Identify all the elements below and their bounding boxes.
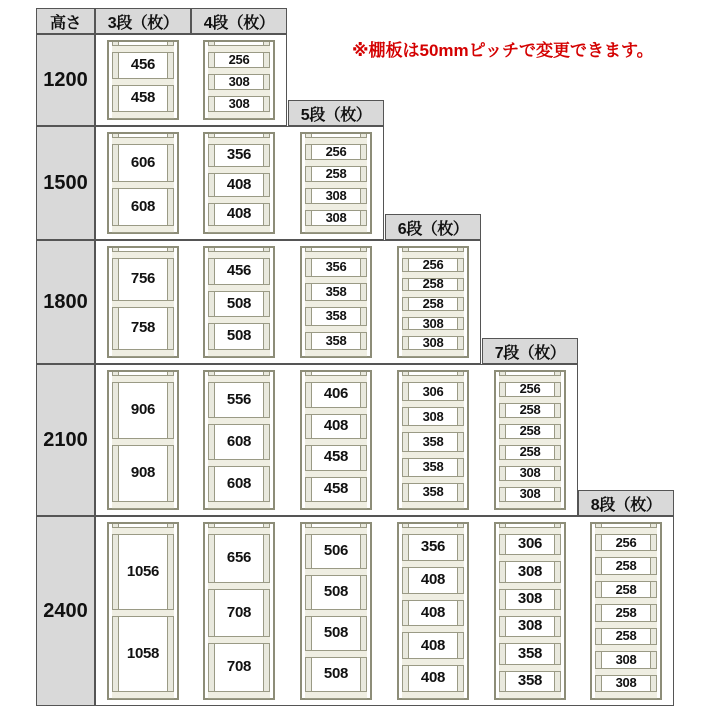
- shelf-gap-label: 508: [226, 294, 252, 312]
- shelf-board: [112, 251, 174, 259]
- shelf-unit-1800-6dan: [397, 246, 469, 358]
- shelf-gap-label: 358: [325, 308, 347, 324]
- shelf-board: [305, 501, 367, 509]
- shelf-gap-label: 308: [519, 486, 541, 502]
- shelf-board: [208, 284, 270, 292]
- shelf-board: [402, 476, 464, 484]
- shelf-gap-label: 508: [323, 624, 349, 642]
- shelf-board: [305, 568, 367, 576]
- shelf-board: [499, 554, 561, 562]
- shelf-gap-label: 258: [519, 444, 541, 460]
- shelf-gap-label: 306: [422, 383, 444, 399]
- shelf-gap-label: 508: [226, 327, 252, 345]
- shelf-gap-label: 256: [615, 534, 637, 550]
- shelf-unit-2400-4dan: [203, 522, 275, 700]
- shelf-board: [402, 527, 464, 535]
- shelf-gap-label: 308: [422, 335, 444, 351]
- shelf-board: [208, 691, 270, 699]
- shelf-unit-2400-8dan: [590, 522, 662, 700]
- shelf-gap-label: 306: [517, 535, 543, 553]
- shelf-gap-label: 708: [226, 603, 252, 621]
- shelf-gap-label: 256: [228, 51, 250, 67]
- shelf-gap-label: 458: [323, 448, 349, 466]
- shelf-board: [402, 349, 464, 357]
- shelf-board: [305, 527, 367, 535]
- header-cell-col8: 8段（枚）: [578, 490, 674, 516]
- shelf-gap-label: 1058: [126, 644, 160, 662]
- shelf-gap-label: 908: [130, 464, 156, 482]
- shelf-board: [305, 609, 367, 617]
- shelf-unit-2100-6dan: [397, 370, 469, 510]
- shelf-gap-label: 408: [226, 205, 252, 223]
- shelf-gap-label: 308: [517, 617, 543, 635]
- shelf-board: [305, 251, 367, 259]
- shelf-board: [112, 45, 174, 53]
- shelf-board: [402, 625, 464, 633]
- shelf-gap-label: 258: [325, 165, 347, 181]
- shelf-board: [499, 664, 561, 672]
- shelf-board: [499, 691, 561, 699]
- shelf-board: [499, 609, 561, 617]
- shelf-gap-label: 258: [615, 628, 637, 644]
- row-label-1800: 1800: [36, 240, 95, 364]
- shelf-board: [112, 78, 174, 86]
- shelf-board: [402, 451, 464, 459]
- shelf-gap-label: 308: [517, 562, 543, 580]
- shelf-gap-label: 308: [325, 209, 347, 225]
- shelf-gap-label: 258: [422, 295, 444, 311]
- shelf-board: [112, 137, 174, 145]
- header-cell-col7: 7段（枚）: [482, 338, 578, 364]
- shelf-board: [305, 407, 367, 415]
- shelf-gap-label: 356: [226, 146, 252, 164]
- shelf-board: [499, 501, 561, 509]
- shelf-gap-label: 408: [420, 669, 446, 687]
- shelf-unit-1500-5dan: [300, 132, 372, 234]
- shelf-gap-label: 408: [323, 416, 349, 434]
- shelf-gap-label: 358: [422, 433, 444, 449]
- shelf-gap-label: 456: [226, 262, 252, 280]
- shelf-board: [402, 691, 464, 699]
- shelf-board: [112, 691, 174, 699]
- shelf-gap-label: 606: [130, 153, 156, 171]
- shelf-board: [305, 325, 367, 333]
- shelf-board: [305, 438, 367, 446]
- shelf-gap-label: 608: [226, 474, 252, 492]
- shelf-board: [208, 636, 270, 644]
- shelf-gap-label: 456: [130, 56, 156, 74]
- shelf-unit-2400-3dan: [107, 522, 179, 700]
- shelf-gap-label: 408: [420, 603, 446, 621]
- shelf-gap-label: 356: [420, 538, 446, 556]
- shelf-unit-1800-4dan: [203, 246, 275, 358]
- shelf-gap-label: 508: [323, 665, 349, 683]
- shelf-gap-label: 506: [323, 542, 349, 560]
- row-label-1500: 1500: [36, 126, 95, 240]
- shelf-gap-label: 408: [420, 636, 446, 654]
- shelf-gap-label: 308: [615, 675, 637, 691]
- header-cell-col3: 3段（枚）: [95, 8, 191, 34]
- shelf-board: [305, 349, 367, 357]
- shelf-board: [305, 470, 367, 478]
- shelf-gap-label: 406: [323, 385, 349, 403]
- shelf-board: [112, 181, 174, 189]
- shelf-gap-label: 258: [519, 402, 541, 418]
- shelf-board: [112, 111, 174, 119]
- shelf-gap-label: 258: [519, 423, 541, 439]
- shelf-gap-label: 358: [325, 283, 347, 299]
- shelf-gap-label: 458: [323, 479, 349, 497]
- shelf-gap-label: 258: [615, 604, 637, 620]
- shelf-gap-label: 708: [226, 658, 252, 676]
- shelf-board: [208, 349, 270, 357]
- shelf-board: [595, 691, 657, 699]
- shelf-board: [499, 582, 561, 590]
- shelf-gap-label: 358: [517, 672, 543, 690]
- shelf-board: [208, 137, 270, 145]
- shelf-gap-label: 1056: [126, 562, 160, 580]
- shelf-gap-label: 256: [519, 381, 541, 397]
- shelf-board: [112, 349, 174, 357]
- shelf-board: [402, 501, 464, 509]
- shelf-gap-label: 256: [422, 256, 444, 272]
- shelf-gap-label: 358: [422, 484, 444, 500]
- shelf-board: [402, 425, 464, 433]
- shelf-gap-label: 756: [130, 270, 156, 288]
- shelf-unit-2400-6dan: [397, 522, 469, 700]
- shelf-board: [112, 527, 174, 535]
- header-cell-col5: 5段（枚）: [288, 100, 384, 126]
- shelf-board: [305, 276, 367, 284]
- shelf-unit-1500-4dan: [203, 132, 275, 234]
- shelf-board: [208, 417, 270, 425]
- shelf-unit-2100-3dan: [107, 370, 179, 510]
- shelf-unit-1800-5dan: [300, 246, 372, 358]
- shelf-gap-label: 608: [130, 197, 156, 215]
- shelf-gap-label: 656: [226, 549, 252, 567]
- header-cell-col4: 4段（枚）: [191, 8, 287, 34]
- shelf-unit-2400-5dan: [300, 522, 372, 700]
- shelf-board: [208, 316, 270, 324]
- shelf-unit-1800-3dan: [107, 246, 179, 358]
- header-cell-height: 高さ: [36, 8, 95, 34]
- shelf-gap-label: 308: [228, 95, 250, 111]
- shelf-gap-label: 258: [615, 558, 637, 574]
- shelf-gap-label: 408: [226, 175, 252, 193]
- shelf-board: [208, 111, 270, 119]
- row-label-2100: 2100: [36, 364, 95, 516]
- shelf-board: [402, 400, 464, 408]
- shelf-board: [305, 650, 367, 658]
- shelf-unit-2100-4dan: [203, 370, 275, 510]
- shelf-unit-1500-3dan: [107, 132, 179, 234]
- shelf-gap-label: 458: [130, 89, 156, 107]
- shelf-gap-label: 358: [517, 644, 543, 662]
- shelf-board: [208, 196, 270, 204]
- shelf-board: [112, 501, 174, 509]
- shelf-gap-label: 256: [325, 143, 347, 159]
- shelf-board: [402, 375, 464, 383]
- shelf-board: [402, 658, 464, 666]
- shelf-board: [112, 375, 174, 383]
- shelf-gap-label: 358: [325, 332, 347, 348]
- row-label-2400: 2400: [36, 516, 95, 706]
- shelf-unit-2100-7dan: [494, 370, 566, 510]
- shelf-board: [112, 438, 174, 446]
- shelf-gap-label: 358: [422, 459, 444, 475]
- shelf-gap-label: 308: [519, 465, 541, 481]
- shelf-board: [208, 501, 270, 509]
- shelf-gap-label: 508: [323, 583, 349, 601]
- header-cell-col6: 6段（枚）: [385, 214, 481, 240]
- shelf-gap-label: 308: [422, 408, 444, 424]
- shelf-board: [305, 300, 367, 308]
- shelf-gap-label: 258: [422, 276, 444, 292]
- shelf-board: [208, 225, 270, 233]
- shelf-board: [208, 166, 270, 174]
- shelf-gap-label: 308: [615, 651, 637, 667]
- shelf-board: [208, 459, 270, 467]
- shelf-board: [112, 225, 174, 233]
- shelf-gap-label: 608: [226, 432, 252, 450]
- shelf-board: [208, 527, 270, 535]
- shelf-gap-label: 906: [130, 401, 156, 419]
- shelf-unit-1200-4dan: [203, 40, 275, 120]
- shelf-board: [305, 375, 367, 383]
- row-label-1200: 1200: [36, 34, 95, 126]
- shelf-unit-2400-7dan: [494, 522, 566, 700]
- shelf-gap-label: 308: [422, 315, 444, 331]
- shelf-gap-label: 308: [325, 187, 347, 203]
- shelf-unit-2100-5dan: [300, 370, 372, 510]
- shelf-board: [499, 527, 561, 535]
- shelf-board: [208, 251, 270, 259]
- shelf-gap-label: 758: [130, 319, 156, 337]
- shelf-gap-label: 408: [420, 570, 446, 588]
- shelf-board: [208, 375, 270, 383]
- cell-region-2400: [95, 516, 674, 706]
- shelf-board: [305, 691, 367, 699]
- shelf-board: [112, 609, 174, 617]
- pitch-note: ※棚板は50mmピッチで変更できます。: [352, 41, 654, 60]
- shelf-unit-1200-3dan: [107, 40, 179, 120]
- shelf-gap-label: 308: [517, 590, 543, 608]
- shelf-board: [402, 560, 464, 568]
- shelf-board: [208, 582, 270, 590]
- shelf-gap-label: 258: [615, 581, 637, 597]
- shelf-board: [402, 593, 464, 601]
- shelf-gap-label: 556: [226, 390, 252, 408]
- shelf-gap-label: 308: [228, 73, 250, 89]
- shelf-board: [499, 636, 561, 644]
- shelf-gap-label: 356: [325, 259, 347, 275]
- shelf-board: [112, 300, 174, 308]
- shelf-board: [305, 225, 367, 233]
